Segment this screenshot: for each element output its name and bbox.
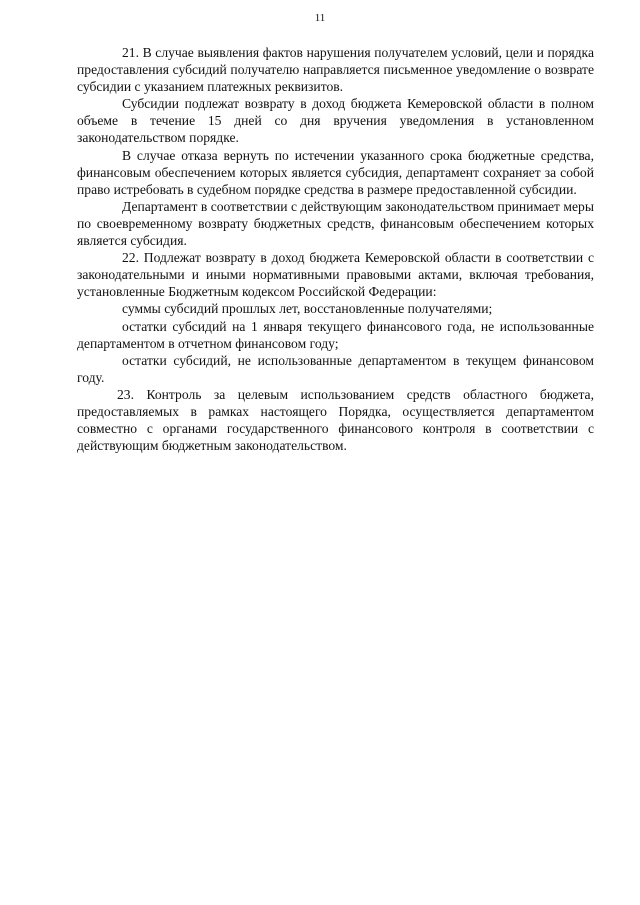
paragraph-department-measures: Департамент в соответствии с действующим законодательством принимает меры по своевременному возврату бюджетных средств, финансовым обеспечением которых является субсидия. (77, 198, 594, 249)
list-item-remaining-january: остатки субсидий на 1 января текущего финансового года, не использованные департаментом в отчетном финансовом году; (77, 318, 594, 351)
paragraph-23-control: 23. Контроль за целевым использованием средств областного бюджета, предоставляемых в рамках настоящего Порядка, осуществляется департаментом совместно с органами государственного финансового контроля в соответствии с действующим бюджетным законодательством. (77, 386, 594, 454)
page-number: 11 (314, 12, 326, 24)
list-item-remaining-current-year: остатки субсидий, не использованные департаментом в текущем финансовом году. (77, 352, 594, 385)
paragraph-22-return-to-budget: 22. Подлежат возврату в доход бюджета Кемеровской области в соответствии с законодательными и иными нормативными правовыми актами, включая требования, установленные Бюджетным кодексом Российской Федерации: (77, 250, 594, 300)
list-item-past-years-subsidies: суммы субсидий прошлых лет, восстановленные получателями; (122, 301, 493, 317)
document-body (77, 44, 594, 454)
paragraph-21-violation-notice: 21. В случае выявления фактов нарушения получателем условий, цели и порядка предоставления субсидий получателю направляется письменное уведомление о возврате субсидии с указанием платежных реквизитов. (77, 45, 594, 95)
paragraph-refund-term: Субсидии подлежат возврату в доход бюджета Кемеровской области в полном объеме в течение 15 дней со дня вручения уведомления в установленном законодательством порядке. (77, 96, 594, 146)
paragraph-refusal-court: В случае отказа вернуть по истечении указанного срока бюджетные средства, финансовым обеспечением которых является субсидия, департамент сохраняет за собой право истребовать в судебном порядке средства в размере предоставленной субсидии. (77, 147, 594, 197)
